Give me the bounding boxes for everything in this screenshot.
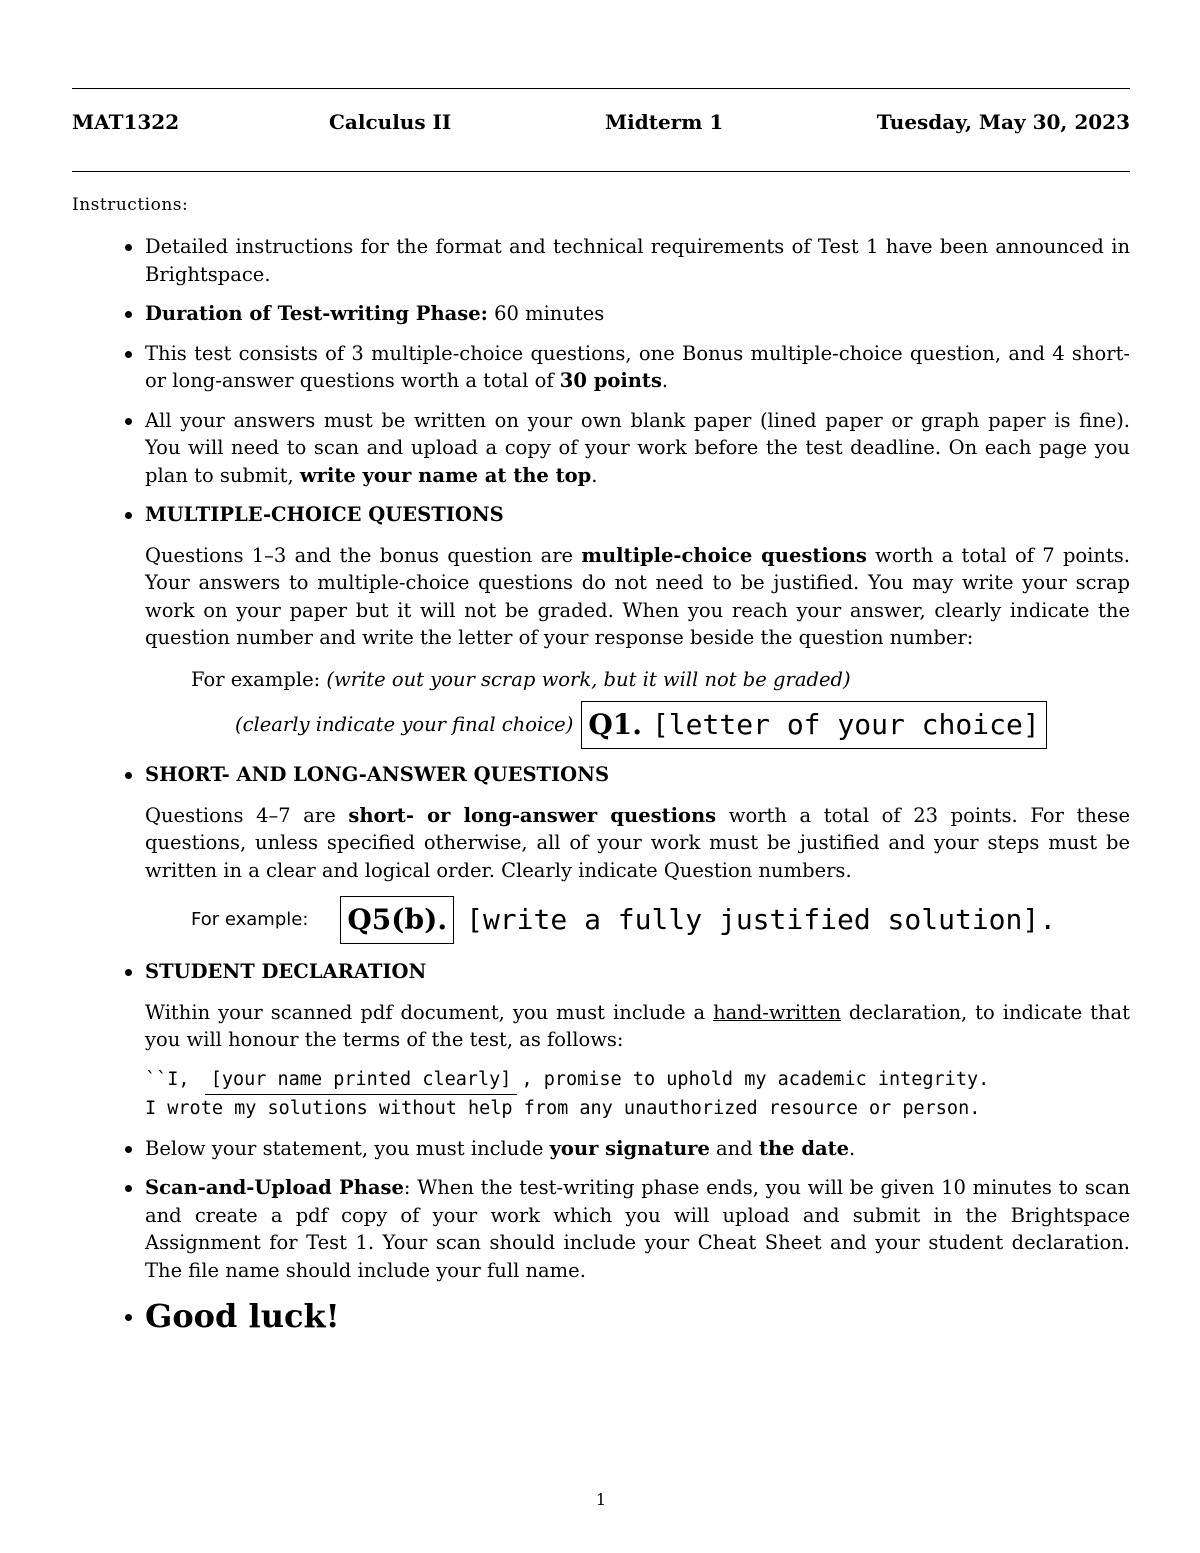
declaration-line-1 xyxy=(145,1066,1130,1095)
list-item-multiple-choice xyxy=(72,501,1130,749)
instruction-text: This test consists of 3 multiple-choice questions, one Bonus multiple-choice question, and 4 short- or long-answer questions worth a total of xyxy=(145,341,1130,392)
list-item xyxy=(72,300,1130,328)
exam-page xyxy=(72,0,1130,1553)
instruction-text: and xyxy=(709,1136,759,1160)
instruction-text: : When the test-writing phase ends, you will be given 10 minutes to scan and create a pdf copy of your work which you will upload and submit in the Brightspace Assignment for Test 1. Your scan should include your Cheat Sheet and your student declaration. The file name should include your full name. xyxy=(145,1176,1131,1282)
good-luck-text: Good luck! xyxy=(145,1297,340,1335)
duration-value: 60 minutes xyxy=(487,302,605,325)
section-heading: STUDENT DECLARATION xyxy=(145,960,427,983)
instructions-heading: Instructions: xyxy=(72,195,189,215)
question-label-box: Q5(b). xyxy=(340,896,454,944)
scan-phase-label: Scan-and-Upload Phase xyxy=(145,1176,404,1199)
instruction-text: . xyxy=(849,1136,856,1160)
instruction-text: Below your statement, you must include xyxy=(145,1136,550,1160)
mc-paragraph xyxy=(145,542,1130,652)
list-item xyxy=(72,1174,1130,1284)
exam-title: Midterm 1 xyxy=(605,110,724,134)
sa-example xyxy=(145,894,1130,946)
example-label: For example: xyxy=(191,667,327,691)
paragraph-emphasis: multiple-choice questions xyxy=(581,543,867,567)
top-rule xyxy=(72,88,1130,89)
duration-label: Duration of Test-writing Phase: xyxy=(145,302,488,325)
section-heading: SHORT- AND LONG-ANSWER QUESTIONS xyxy=(145,763,610,786)
instruction-emphasis: the date xyxy=(758,1136,850,1160)
name-blank: [your name printed clearly] xyxy=(205,1066,518,1095)
instruction-text: . xyxy=(591,463,598,487)
mc-final-choice-example xyxy=(145,701,1130,749)
declaration-line-2: I wrote my solutions without help from any unauthorized resource or person. xyxy=(145,1097,981,1119)
exam-date: Tuesday, May 30, 2023 xyxy=(876,110,1130,134)
paragraph-underlined: hand-written xyxy=(713,1000,841,1024)
declaration-text-part: ``I, xyxy=(145,1068,201,1090)
solution-placeholder: [write a fully justified solution]. xyxy=(466,903,1057,937)
mc-example xyxy=(145,666,1130,694)
paragraph-text: declaration, to indicate that you will honour the terms of the test, as follows: xyxy=(145,1000,1130,1051)
total-points: 30 points xyxy=(559,369,662,392)
final-choice-note: (clearly indicate your final choice) xyxy=(235,713,574,737)
paragraph-text: worth a total of 7 points. Your answers to multiple-choice questions do not need to be justified. You may write your scrap work on your paper but it will not be graded. When you reach your answer, clearly indicate the question number and write the letter of your response beside the question number: xyxy=(145,543,1131,649)
list-item xyxy=(72,1296,1130,1336)
instruction-emphasis: write your name at the top xyxy=(299,463,592,487)
example-label: For example: xyxy=(191,909,309,931)
exam-header xyxy=(72,110,1130,140)
paragraph-text: worth a total of 23 points. For these questions, unless specified otherwise, all of your work must be justified and your steps must be written in a clear and logical order. Clearly indicate Question numbers. xyxy=(145,803,1130,882)
course-name: Calculus II xyxy=(329,110,452,134)
instruction-text: Detailed instructions for the format and technical requirements of Test 1 have been announced in Brightspace. xyxy=(145,235,1130,286)
paragraph-text: Within your scanned pdf document, you must include a xyxy=(145,1000,714,1024)
mc-answer-box xyxy=(581,701,1046,749)
question-label: Q1. xyxy=(588,708,642,742)
list-item xyxy=(72,233,1130,288)
paragraph-text: Questions 1–3 and the bonus question are xyxy=(145,543,582,567)
instruction-text: All your answers must be written on your own blank paper (lined paper or graph paper is fine). You will need to scan and upload a copy of your work before the test deadline. On each page you plan to submit, xyxy=(145,408,1130,487)
list-item-short-answer xyxy=(72,761,1130,946)
list-item xyxy=(72,340,1130,395)
paragraph-emphasis: short- or long-answer questions xyxy=(348,803,717,827)
sa-paragraph xyxy=(145,802,1130,885)
section-heading: MULTIPLE-CHOICE QUESTIONS xyxy=(145,503,504,526)
list-item xyxy=(72,407,1130,490)
list-item xyxy=(72,1135,1130,1163)
course-code: MAT1322 xyxy=(72,110,180,134)
example-note: (write out your scrap work, but it will not be graded) xyxy=(326,667,851,691)
instruction-text: . xyxy=(661,369,669,392)
declaration-text-part: , promise to uphold my academic integrity. xyxy=(521,1068,990,1090)
page-number: 1 xyxy=(595,1490,607,1509)
instruction-emphasis: your signature xyxy=(549,1136,710,1160)
answer-placeholder: [letter of your choice] xyxy=(651,708,1040,742)
instructions-list xyxy=(72,233,1130,1336)
decl-paragraph xyxy=(145,999,1130,1054)
declaration-text xyxy=(145,1066,1130,1123)
paragraph-text: Questions 4–7 are xyxy=(145,803,349,827)
header-bottom-rule xyxy=(72,171,1130,172)
list-item-declaration xyxy=(72,958,1130,1123)
